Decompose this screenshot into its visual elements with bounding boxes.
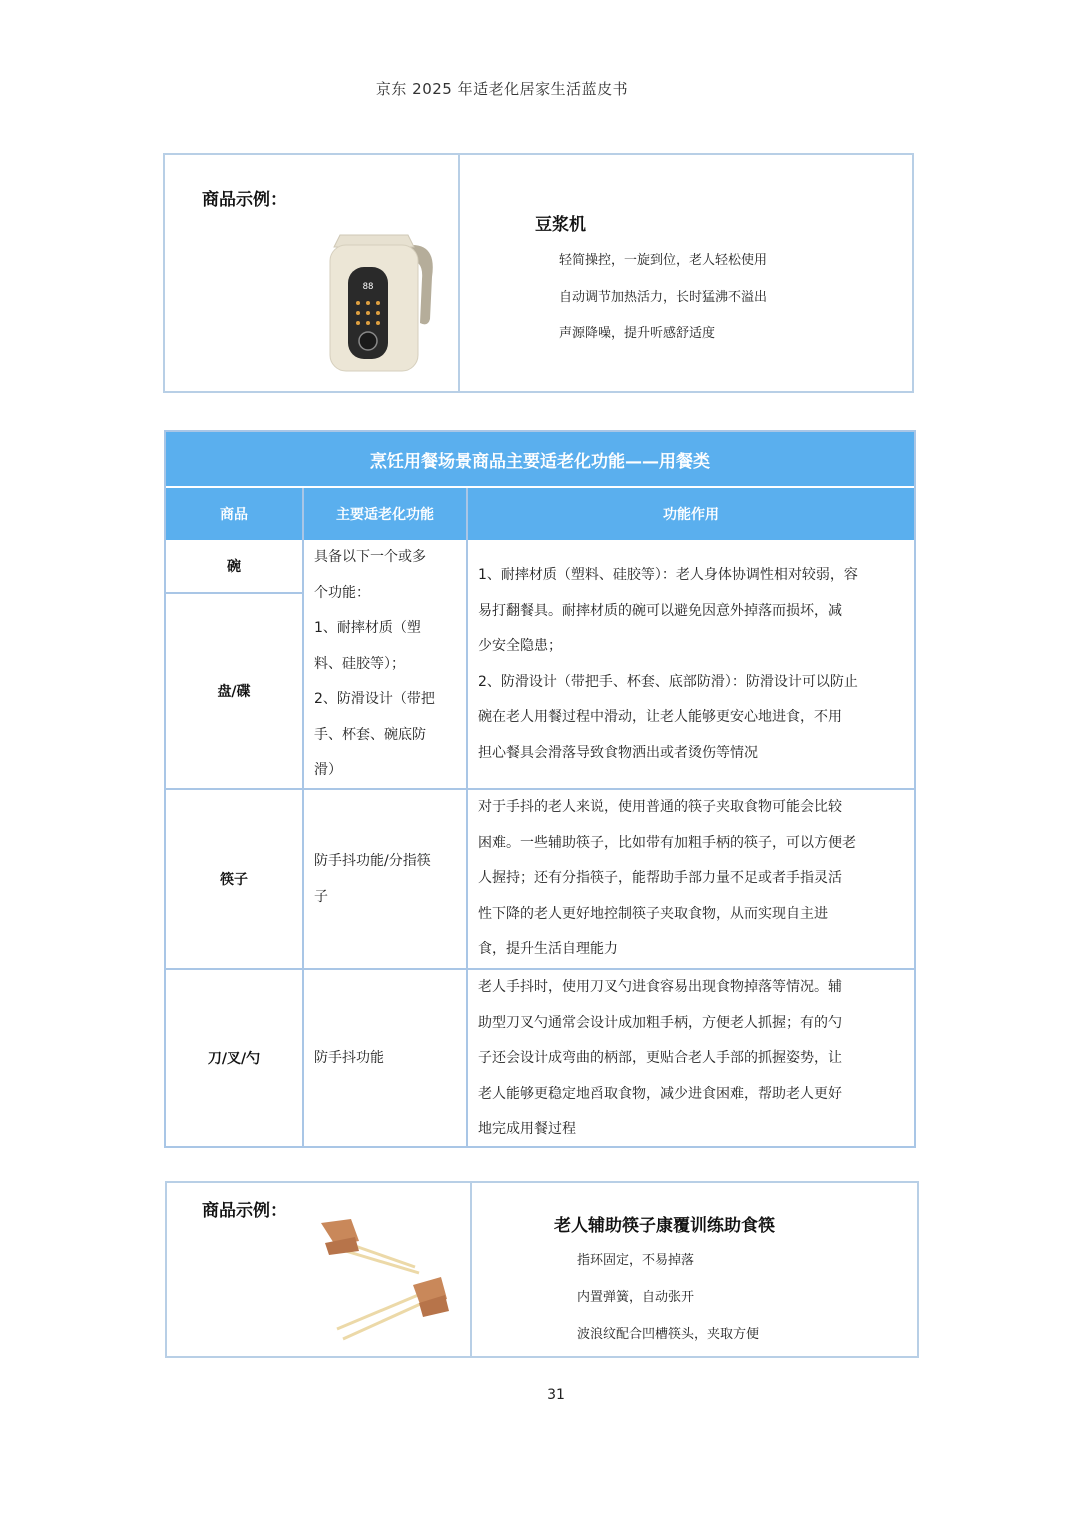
feature-line: 内置弹簧，自动张开 xyxy=(577,1290,695,1305)
text-line: 困难。一些辅助筷子，比如带有加粗手柄的筷子，可以方便老 xyxy=(478,834,856,851)
feature-line: 声源降噪，提升听感舒适度 xyxy=(559,326,716,341)
text-line: 1、耐摔材质（塑料、硅胶等）：老人身体协调性相对较弱，容 xyxy=(478,567,858,583)
table-row-product: 盘/碟 xyxy=(217,684,251,700)
function-cell-cutlery xyxy=(304,1041,466,1077)
function-cell-chopsticks xyxy=(304,844,466,915)
effect-cell-cutlery xyxy=(468,970,914,1148)
text-line: 1、耐摔材质（塑 xyxy=(314,620,421,636)
table-row-product: 碗 xyxy=(227,559,241,575)
text-line: 人握持；还有分指筷子，能帮助手部力量不足或者手指灵活 xyxy=(478,870,842,886)
column-header-product: 商品 xyxy=(166,488,302,540)
table-row-product: 筷子 xyxy=(220,872,248,888)
text-line: 手、杯套、碗底防 xyxy=(314,726,426,743)
feature-line: 轻简操控，一旋到位，老人轻松使用 xyxy=(559,253,768,268)
box-divider xyxy=(458,155,460,391)
text-line: 少安全隐患； xyxy=(478,638,562,654)
text-line: 地完成用餐过程 xyxy=(478,1121,576,1137)
text-line: 对于手抖的老人来说，使用普通的筷子夹取食物可能会比较 xyxy=(478,799,842,815)
feature-line: 指环固定，不易掉落 xyxy=(577,1253,695,1268)
soymilk-maker-image xyxy=(320,217,450,377)
text-line: 食，提升生活自理能力 xyxy=(478,941,618,957)
effect-cell-bowl-plate xyxy=(468,558,914,771)
table-row-product: 刀/叉/勺 xyxy=(207,1051,261,1067)
grid-line xyxy=(166,486,914,488)
text-line: 子 xyxy=(314,888,328,905)
feature-line: 自动调节加热活力，长时猛沸不溢出 xyxy=(559,290,768,305)
text-line: 碗在老人用餐过程中滑动，让老人能够更安心地进食，不用 xyxy=(478,709,842,725)
product-name-soymilk: 豆浆机 xyxy=(535,215,586,235)
column-header-function: 主要适老化功能 xyxy=(304,488,466,540)
function-cell-bowl-plate xyxy=(304,540,466,789)
text-line: 个功能： xyxy=(314,584,370,601)
text-line: 2、防滑设计（带把 xyxy=(314,691,435,707)
text-line: 易打翻餐具。耐摔材质的碗可以避免因意外掉落而损坏，减 xyxy=(478,602,842,619)
feature-line: 波浪纹配合凹槽筷头，夹取方便 xyxy=(577,1327,760,1342)
text-line: 2、防滑设计（带把手、杯套、底部防滑）：防滑设计可以防止 xyxy=(478,673,858,690)
text-line: 性下降的老人更好地控制筷子夹取食物，从而实现自主进 xyxy=(478,905,828,922)
text-line: 防手抖功能 xyxy=(314,1050,384,1066)
text-line: 担心餐具会滑落导致食物洒出或者烫伤等情况 xyxy=(478,744,758,761)
example-label: 商品示例： xyxy=(202,1201,287,1221)
text-line: 防手抖功能/分指筷 xyxy=(314,853,431,869)
box-divider xyxy=(470,1183,472,1356)
page-header: 京东 2025 年适老化居家生活蓝皮书 xyxy=(375,80,629,98)
text-line: 料、硅胶等）； xyxy=(314,655,405,672)
product-example-box-soymilk xyxy=(163,153,914,393)
text-line: 具备以下一个或多 xyxy=(314,549,426,565)
dining-function-table xyxy=(164,430,916,1148)
svg-text:88: 88 xyxy=(362,282,374,292)
column-header-effect: 功能作用 xyxy=(468,488,914,540)
assist-chopsticks-image xyxy=(315,1215,465,1345)
text-line: 滑） xyxy=(314,762,342,778)
text-line: 子还会设计成弯曲的柄部，更贴合老人手部的抓握姿势，让 xyxy=(478,1050,842,1066)
product-name-chopsticks: 老人辅助筷子康覆训练助食筷 xyxy=(554,1216,775,1236)
effect-cell-chopsticks xyxy=(468,790,914,968)
product-example-box-chopsticks xyxy=(165,1181,919,1358)
text-line: 老人手抖时，使用刀叉勺进食容易出现食物掉落等情况。辅 xyxy=(478,979,842,995)
example-label: 商品示例： xyxy=(202,190,287,210)
table-title: 烹饪用餐场景商品主要适老化功能——用餐类 xyxy=(166,432,914,486)
text-line: 老人能够更稳定地舀取食物，减少进食困难，帮助老人更好 xyxy=(478,1085,842,1102)
page-number: 31 xyxy=(547,1387,565,1403)
text-line: 助型刀叉勺通常会设计成加粗手柄，方便老人抓握；有的勺 xyxy=(478,1014,842,1031)
